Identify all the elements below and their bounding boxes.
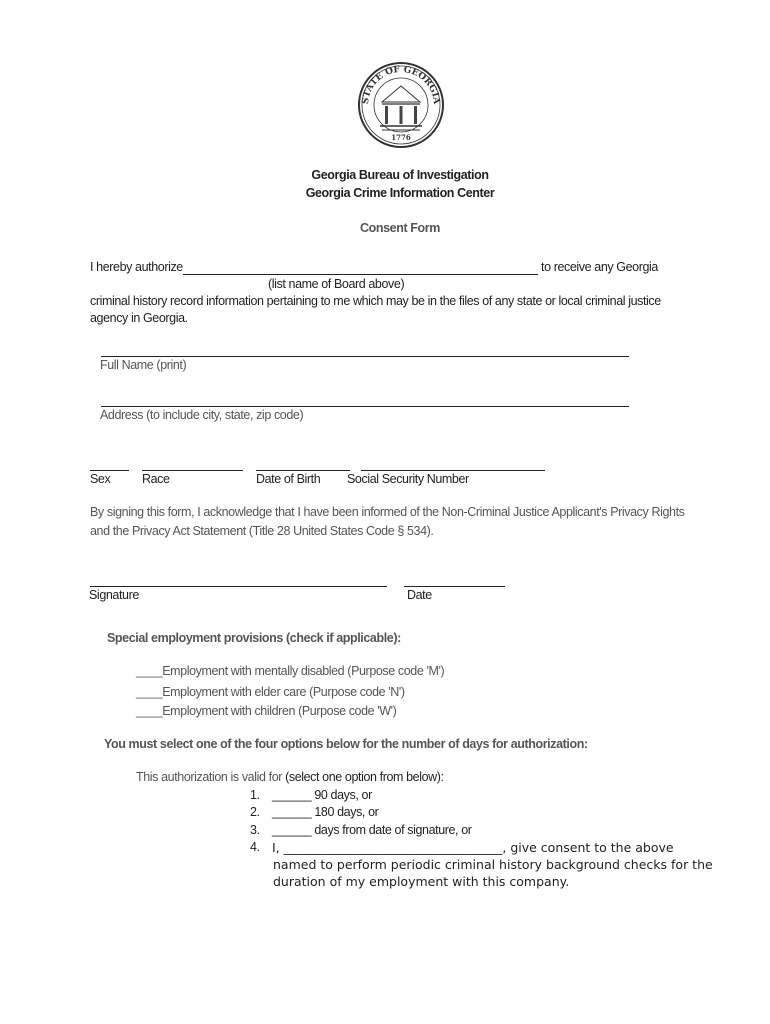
days-intro-bold: (select one option from below): (285, 770, 444, 784)
full-name-field[interactable] (101, 356, 629, 357)
option-2-text[interactable]: ______ 180 days, or (272, 805, 379, 819)
provision-elder-care[interactable]: ____Employment with elder care (Purpose code 'N') (136, 685, 405, 699)
race-field[interactable] (142, 470, 243, 471)
privacy-line2: and the Privacy Act Statement (Title 28 United States Code § 534). (90, 524, 434, 538)
board-name-blank[interactable] (183, 274, 538, 275)
authorize-prefix: I hereby authorize (90, 260, 183, 274)
dob-field[interactable] (256, 470, 350, 471)
option-1-text[interactable]: ______ 90 days, or (272, 788, 372, 802)
date-field[interactable] (404, 586, 505, 587)
agency-name: Georgia Bureau of Investigation (311, 168, 489, 182)
authorization-body-line2: agency in Georgia. (90, 311, 188, 325)
ssn-field[interactable] (361, 470, 545, 471)
race-label: Race (142, 472, 170, 486)
signature-label: Signature (89, 588, 139, 602)
sex-field[interactable] (90, 470, 129, 471)
seal-year: 1776 (391, 133, 411, 142)
days-heading: You must select one of the four options below for the number of days for authorization: (104, 737, 588, 751)
option-3-text[interactable]: ______ days from date of signature, or (272, 823, 472, 837)
ssn-label: Social Security Number (347, 472, 469, 486)
provision-mentally-disabled[interactable]: ____Employment with mentally disabled (Purpose code 'M') (136, 664, 445, 678)
provision-children[interactable]: ____Employment with children (Purpose code 'W') (136, 704, 397, 718)
full-name-label: Full Name (print) (100, 358, 187, 372)
option-4-number: 4. (250, 840, 260, 854)
option-4-continuation-1: named to perform periodic criminal history background checks for the (273, 857, 713, 872)
date-label: Date (407, 588, 432, 602)
address-label: Address (to include city, state, zip code) (100, 408, 304, 422)
option-4-continuation-2: duration of my employment with this company. (273, 874, 570, 889)
special-provisions-heading: Special employment provisions (check if applicable): (107, 631, 401, 645)
option-2-number: 2. (250, 805, 260, 819)
privacy-line1: By signing this form, I acknowledge that I have been informed of the Non-Criminal Justice Applicant's Privacy Rights (90, 505, 685, 519)
address-field[interactable] (101, 406, 629, 407)
state-seal (356, 60, 446, 150)
option-1-number: 1. (250, 788, 260, 802)
board-blank-caption: (list name of Board above) (268, 277, 405, 291)
agency-center-name: Georgia Crime Information Center (305, 186, 495, 200)
days-intro-plain: This authorization is valid for (136, 770, 286, 784)
dob-label: Date of Birth (256, 472, 321, 486)
sex-label: Sex (90, 472, 111, 486)
option-4-text[interactable]: I, ___________________________________, give consent to the above (272, 840, 674, 855)
svg-text:STATE OF GEORGIA: STATE OF GEORGIA (360, 64, 442, 105)
form-title: Consent Form (360, 221, 440, 235)
signature-field[interactable] (90, 586, 387, 587)
authorize-suffix: to receive any Georgia (541, 260, 658, 274)
days-intro (136, 770, 444, 784)
authorization-body-line1: criminal history record information pertaining to me which may be in the files of any state or local criminal justice (90, 294, 661, 308)
option-3-number: 3. (250, 823, 260, 837)
